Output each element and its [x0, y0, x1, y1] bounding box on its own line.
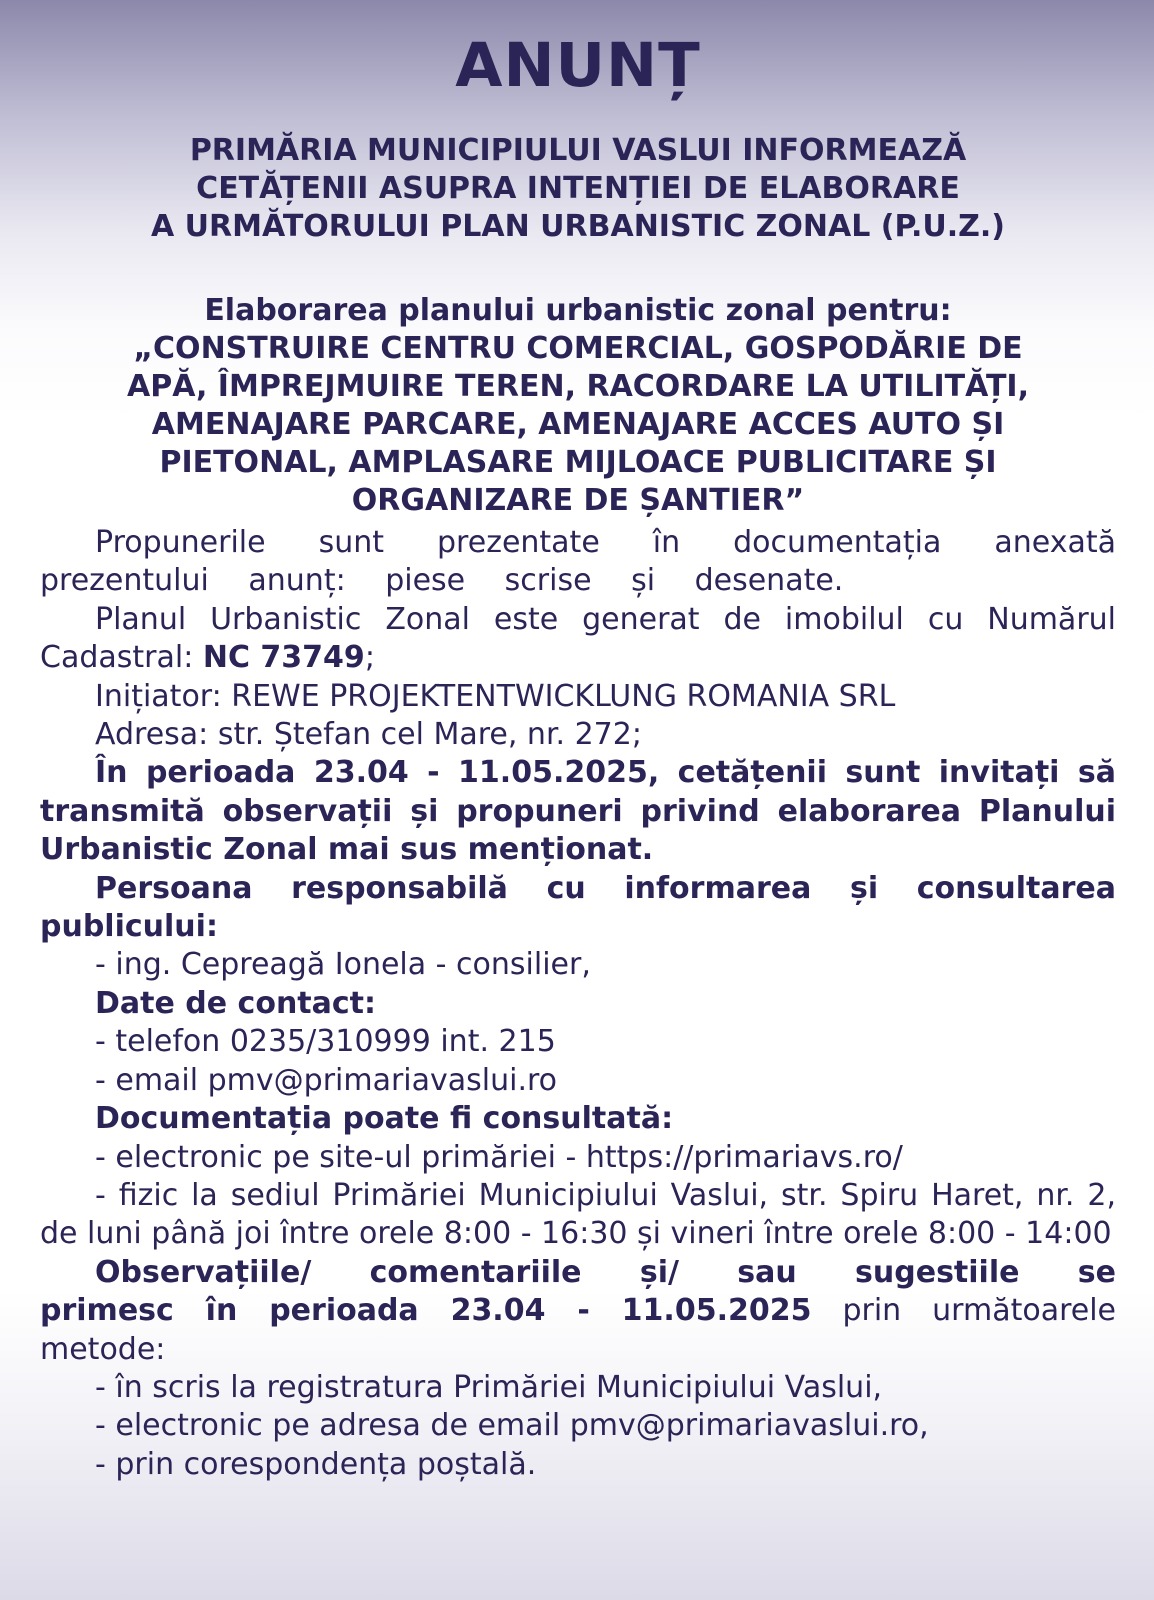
method-item: - electronic pe adresa de email pmv@primariavaslui.ro, — [95, 1408, 929, 1444]
responsible-person: - ing. Cepreagă Ionela - consilier, — [95, 947, 591, 983]
contact-heading: Date de contact: — [95, 985, 377, 1021]
proposals-paragraph: Propunerile sunt prezentate în documentația anexată prezentului anunț: piese scrise și desenate. — [40, 525, 1116, 599]
contact-phone: - telefon 0235/310999 int. 215 — [95, 1024, 556, 1060]
subtitle-line: A URMĂTORULUI PLAN URBANISTIC ZONAL (P.U.Z.) — [150, 209, 1006, 244]
subtitle-line: CETĂȚENII ASUPRA INTENȚIEI DE ELABORARE — [196, 171, 960, 206]
subtitle-line: PRIMĂRIA MUNICIPIULUI VASLUI INFORMEAZĂ — [189, 133, 967, 168]
announcement-body — [40, 524, 1116, 1484]
observations-paragraph — [40, 1254, 1116, 1369]
method-item: - prin corespondența poștală. — [95, 1446, 537, 1482]
cadastral-suffix: ; — [364, 640, 375, 676]
observations-bold: Observațiile/ comentariile și/ sau sugestiile se primesc în perioada 23.04 - 11.05.2025 — [40, 1254, 1116, 1329]
subtitle — [40, 132, 1116, 246]
initiator-line: Inițiator: REWE PROJEKTENTWICKLUNG ROMANIA SRL — [95, 678, 896, 714]
project-line: ORGANIZARE DE ȘANTIER” — [351, 483, 805, 518]
contact-email: - email pmv@primariavaslui.ro — [95, 1062, 558, 1098]
docs-heading: Documentația poate fi consultată: — [95, 1101, 674, 1137]
project-intro: Elaborarea planului urbanistic zonal pentru: — [204, 293, 952, 328]
responsible-heading: Persoana responsabilă cu informarea și consultarea publicului: — [40, 870, 1116, 945]
project-line: „CONSTRUIRE CENTRU COMERCIAL, GOSPODĂRIE DE — [133, 331, 1023, 366]
method-item: - în scris la registratura Primăriei Municipiului Vaslui, — [95, 1369, 883, 1405]
docs-physical: - fizic la sediul Primăriei Municipiului Vaslui, str. Spiru Haret, nr. 2, de luni până joi între orele 8:00 - 16:30 și vineri între orele 8:00 - 14:00 — [40, 1177, 1116, 1252]
plan-text: Planul Urbanistic Zonal este generat de imobilul cu Numărul Cadastral: — [40, 601, 1116, 676]
project-title — [40, 292, 1116, 520]
address-line: Adresa: str. Ștefan cel Mare, nr. 272; — [95, 717, 642, 753]
project-line: APĂ, ÎMPREJMUIRE TEREN, RACORDARE LA UTILITĂȚI, — [126, 369, 1029, 404]
observations-rest: prin următoarele metode: — [40, 1293, 1116, 1367]
docs-electronic: - electronic pe site-ul primăriei - https://primariavs.ro/ — [95, 1139, 903, 1175]
project-line: PIETONAL, AMPLASARE MIJLOACE PUBLICITARE ȘI — [159, 445, 997, 480]
page-title: ANUNȚ — [455, 30, 701, 101]
project-line: AMENAJARE PARCARE, AMENAJARE ACCES AUTO ȘI — [151, 407, 1005, 442]
period-notice: În perioada 23.04 - 11.05.2025, cetățenii sunt invitați să transmită observații și propuneri privind elaborarea Planului Urbanistic Zonal mai sus menționat. — [40, 755, 1116, 868]
cadastral-number: NC 73749 — [202, 640, 365, 676]
cadastral-paragraph — [40, 601, 1116, 678]
